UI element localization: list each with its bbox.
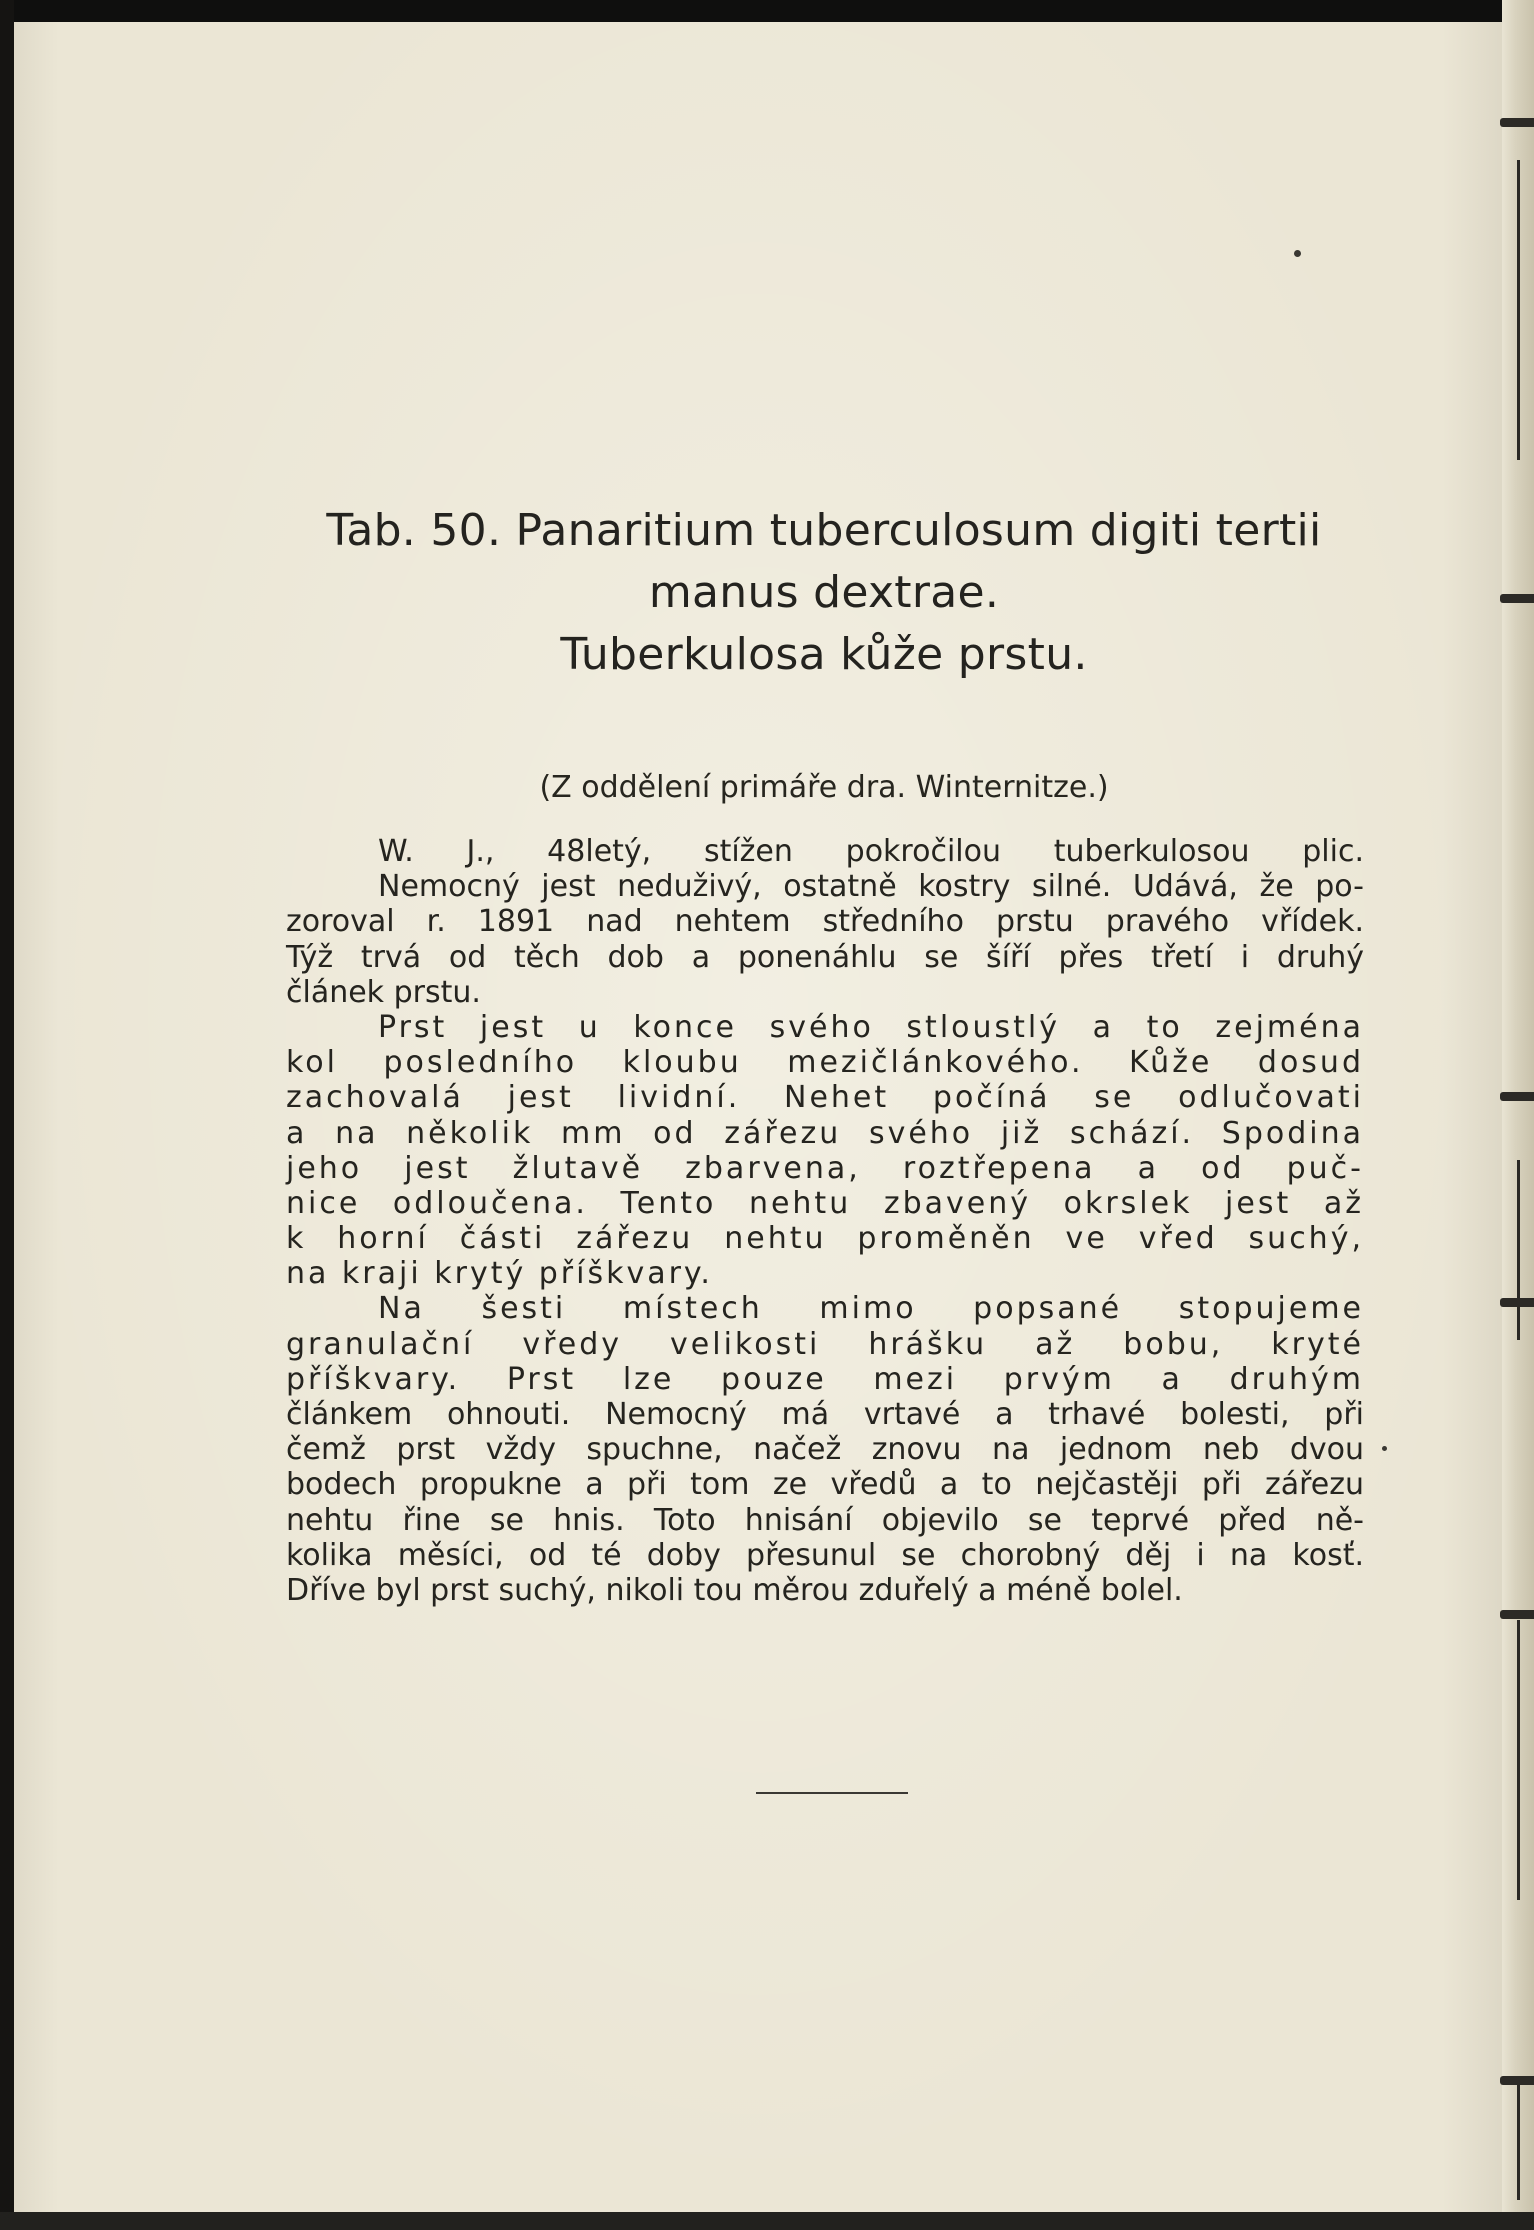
ink-speck (1294, 250, 1301, 257)
title-line-2: manus dextrae. (648, 567, 1000, 618)
text-line: kol posledního kloubu mezičlánkového. Kůže dosud (286, 1045, 1364, 1081)
text-line: kolika měsíci, od té doby přesunul se chorobný děj i na kosť. (286, 1537, 1364, 1573)
binding-mark (1500, 118, 1534, 127)
scan-top-edge (0, 0, 1534, 22)
text-line: granulační vředy velikosti hrášku až bobu, kryté (286, 1326, 1364, 1362)
text-line: jeho jest žlutavě zbarvena, roztřepena a od puč- (286, 1150, 1364, 1186)
text-line: zachovalá jest lividní. Nehet počíná se odlučovati (286, 1080, 1364, 1116)
binding-edge (1502, 0, 1534, 2230)
binding-mark (1500, 594, 1534, 603)
title-line-3: Tuberkulosa kůže prstu. (560, 629, 1088, 680)
title-line-1: Tab. 50. Panaritium tuberculosum digiti tertii (326, 505, 1322, 556)
text-line: Na šesti místech mimo popsané stopujeme (378, 1291, 1364, 1327)
text-line: článkem ohnouti. Nemocný má vrtavé a trhavé bolesti, při (286, 1397, 1364, 1432)
text-line: Prst jest u konce svého stloustlý a to zejména (378, 1009, 1364, 1045)
text-line: Nemocný jest neduživý, ostatně kostry silné. Udává, že po- (378, 869, 1364, 905)
scan-left-edge (0, 0, 14, 2230)
text-line: a na několik mm od zářezu svého již schází. Spodina (286, 1115, 1364, 1151)
text-line: Dříve byl prst suchý, nikoli tou měrou zduřelý a méně bolel. (286, 1572, 1183, 1608)
body-text (286, 834, 1364, 1608)
page-title (14, 500, 1502, 686)
binding-line (1517, 2080, 1520, 2200)
text-line: zoroval r. 1891 nad nehtem středního prstu pravého vřídek. (286, 904, 1364, 940)
paragraph-2 (286, 1010, 1364, 1292)
text-line: bodech propukne a při tom ze vředů a to nejčastěji při zářezu (286, 1467, 1364, 1503)
text-line: k horní části zářezu nehtu proměněn ve vřed suchý, (286, 1221, 1364, 1257)
text-line: W. J., 48letý, stížen pokročilou tuberkulosou plic. (378, 834, 1364, 869)
text-line: příškvary. Prst lze pouze mezi prvým a druhým (286, 1361, 1364, 1397)
paragraph-3 (286, 1291, 1364, 1608)
closing-rule (756, 1792, 908, 1794)
binding-mark (1500, 2076, 1534, 2085)
text-line: článek prstu. (286, 974, 481, 1010)
binding-line (1517, 1160, 1520, 1340)
text-line: nehtu řine se hnis. Toto hnisání objevilo se teprvé před ně- (286, 1502, 1364, 1538)
binding-line (1517, 1620, 1520, 1900)
binding-mark (1500, 1092, 1534, 1101)
ink-speck (1382, 1446, 1387, 1451)
binding-mark (1500, 1610, 1534, 1619)
binding-mark (1500, 1298, 1534, 1307)
text-line: čemž prst vždy spuchne, načež znovu na jednom neb dvou (286, 1432, 1364, 1468)
paragraph-1 (286, 834, 1364, 1010)
text-line: na kraji krytý příškvary. (286, 1256, 713, 1292)
scan-bottom-edge (0, 2212, 1534, 2230)
binding-line (1517, 160, 1520, 460)
book-page (14, 22, 1502, 2212)
source-note: (Z oddělení primáře dra. Winternitze.) (539, 770, 1109, 805)
text-line: Týž trvá od těch dob a ponenáhlu se šíří přes třetí i druhý (286, 939, 1364, 975)
text-line: nice odloučena. Tento nehtu zbavený okrslek jest až (286, 1185, 1364, 1221)
